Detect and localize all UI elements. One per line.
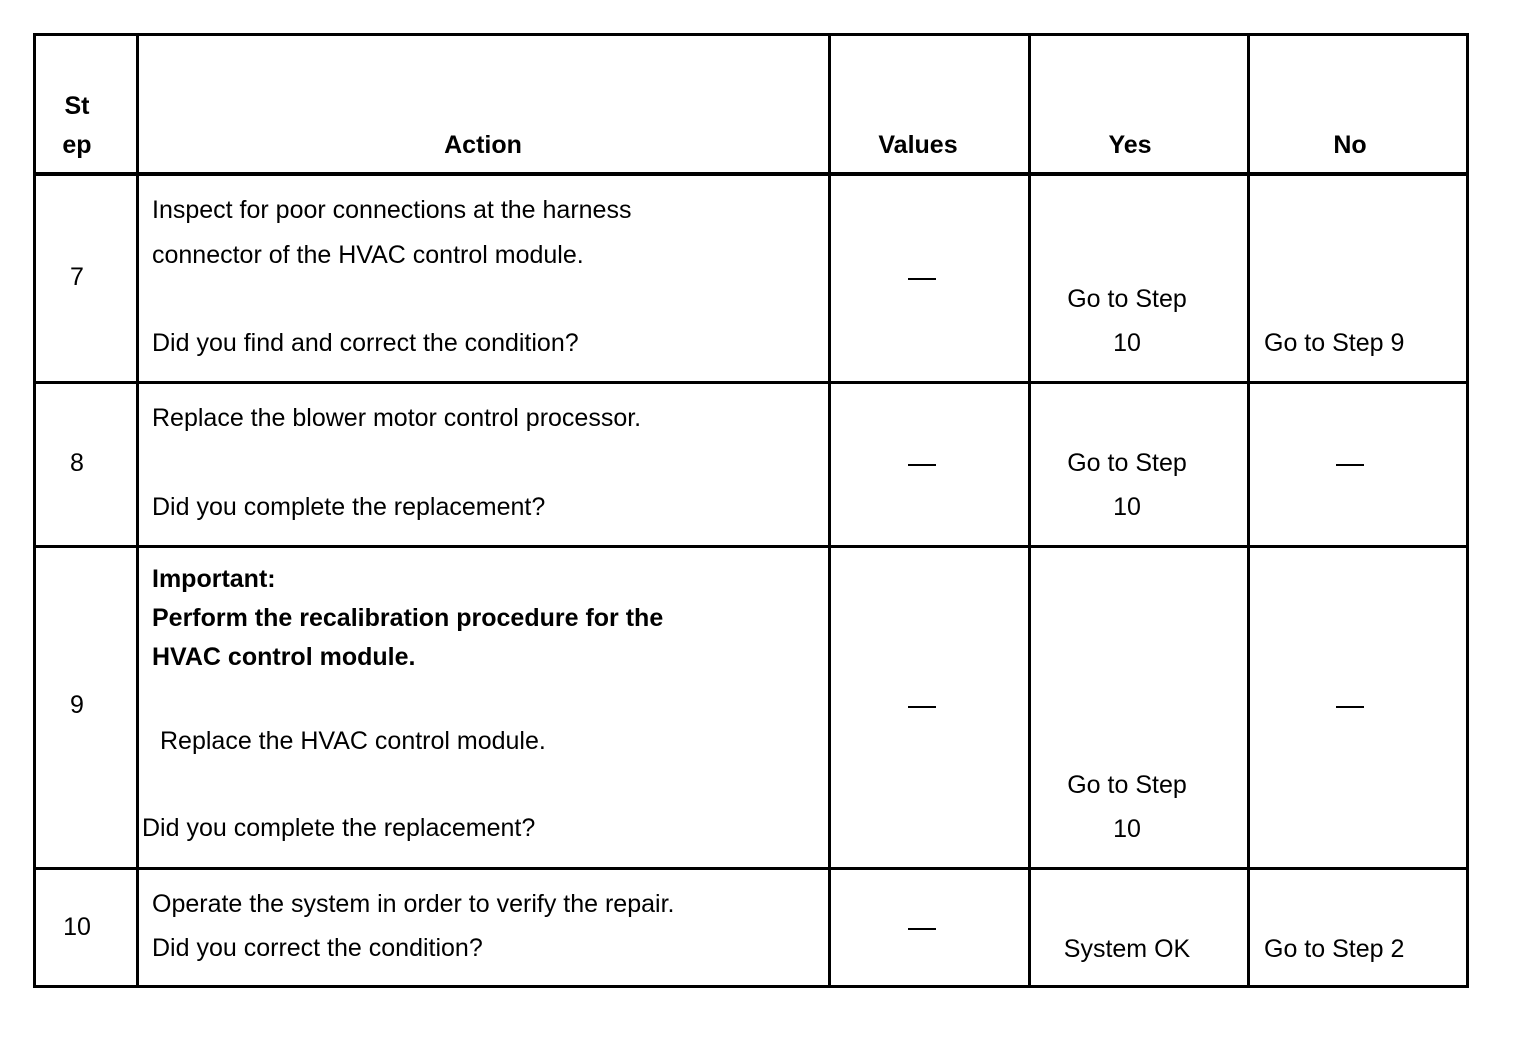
step-number: 8 — [70, 449, 84, 477]
row-divider — [36, 867, 1466, 870]
header-step-line2: ep — [62, 131, 92, 159]
yes-text: 10 — [1113, 329, 1141, 357]
values-dash — [908, 706, 936, 708]
values-dash — [908, 928, 936, 930]
step-number: 9 — [70, 691, 84, 719]
yes-text: 10 — [1113, 493, 1141, 521]
action-question: Did you complete the replacement? — [142, 814, 536, 842]
header-step-2 — [36, 130, 118, 160]
action-text: Inspect for poor connections at the harness — [152, 196, 632, 224]
row-divider — [36, 172, 1466, 176]
header-step — [36, 91, 118, 121]
values-dash — [908, 278, 936, 280]
action-text: connector of the HVAC control module. — [152, 241, 584, 269]
column-divider — [136, 36, 139, 985]
row-divider — [36, 545, 1466, 548]
header-values: Values — [878, 131, 958, 159]
yes-text: 10 — [1113, 815, 1141, 843]
header-step-line1: St — [64, 92, 90, 120]
yes-text: Go to Step — [1067, 449, 1187, 477]
no-dash — [1336, 464, 1364, 466]
important-label: Important: — [152, 565, 276, 593]
important-text: Perform the recalibration procedure for the — [152, 604, 664, 632]
important-text: HVAC control module. — [152, 643, 416, 671]
action-question: Did you complete the replacement? — [152, 493, 546, 521]
yes-text: Go to Step — [1067, 285, 1187, 313]
no-text: Go to Step 2 — [1264, 935, 1405, 963]
header-yes: Yes — [1108, 131, 1152, 159]
action-text: Replace the blower motor control processor. — [152, 404, 642, 432]
step-number: 7 — [70, 263, 84, 291]
action-text: Replace the HVAC control module. — [160, 727, 546, 755]
no-dash — [1336, 706, 1364, 708]
column-divider — [828, 36, 831, 985]
column-divider — [1247, 36, 1250, 985]
values-dash — [908, 464, 936, 466]
row-divider — [36, 381, 1466, 384]
step-number: 10 — [63, 913, 91, 941]
no-text: Go to Step 9 — [1264, 329, 1405, 357]
header-action: Action — [444, 131, 522, 159]
yes-text: System OK — [1063, 935, 1191, 963]
action-question: Did you correct the condition? — [152, 934, 483, 962]
action-question: Did you find and correct the condition? — [152, 329, 579, 357]
action-text: Operate the system in order to verify the repair. — [152, 890, 675, 918]
yes-text: Go to Step — [1067, 771, 1187, 799]
header-no: No — [1333, 131, 1367, 159]
